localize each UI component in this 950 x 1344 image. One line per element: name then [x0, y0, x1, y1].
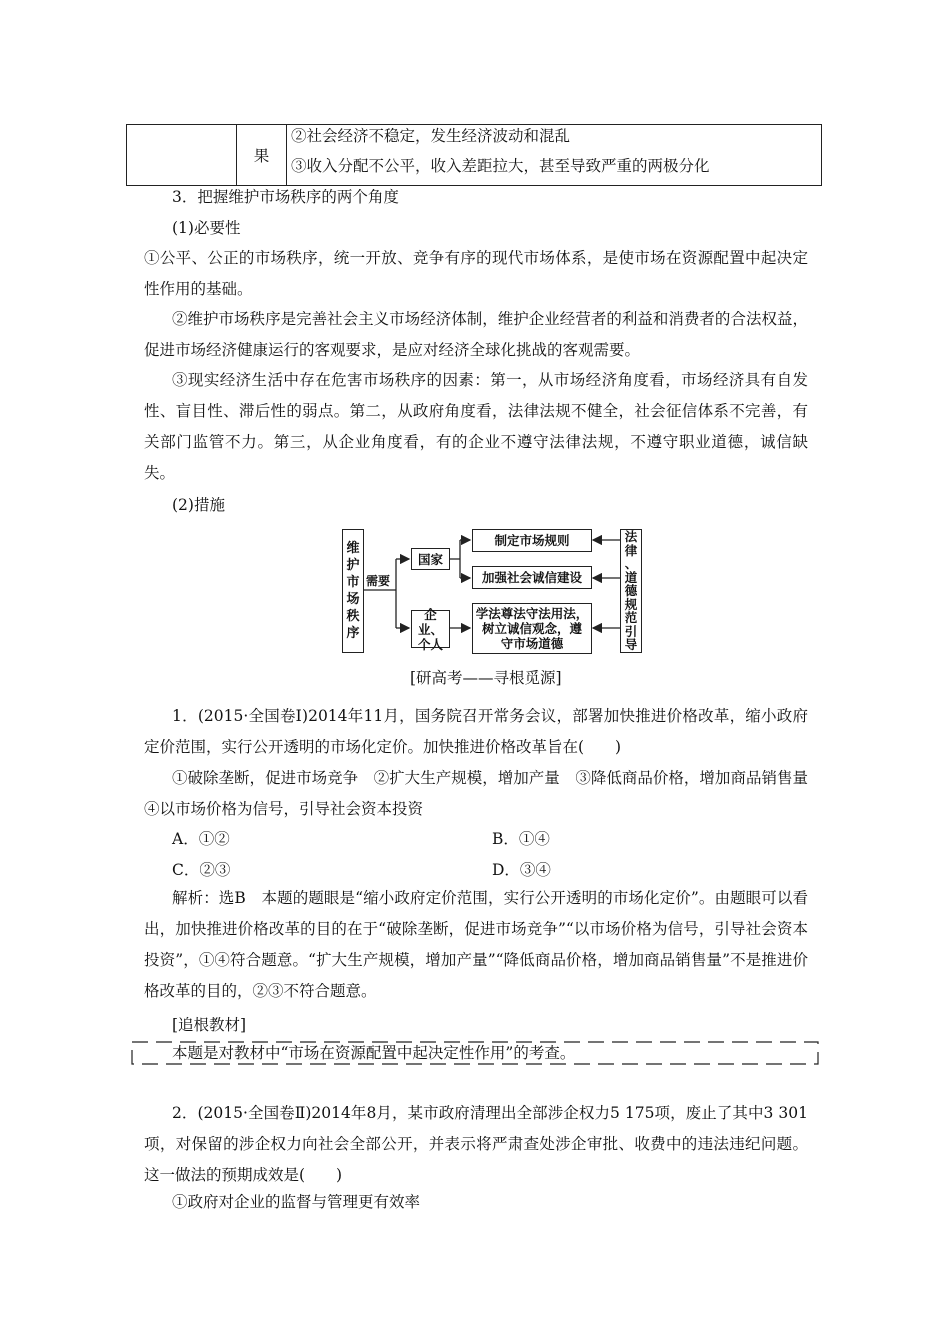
diagram-char: 序 [346, 626, 360, 641]
enterprise-label: 企业、 [417, 606, 443, 637]
table-empty-cell [127, 125, 237, 185]
subsection-title: (1)必要性 [172, 219, 241, 237]
paragraph [144, 243, 808, 305]
rule-box [472, 566, 592, 589]
paragraph-text: ①公平、公正的市场秩序，统一开放、竞争有序的现代市场体系，是使市场在资源配置中起决定性作用的基础。 [144, 249, 808, 298]
diagram-char: 律 [624, 542, 638, 558]
law-morality-guidance-box [620, 529, 642, 653]
paragraph [144, 365, 808, 489]
question-text: 1．(2015·全国卷Ⅰ)2014年11月，国务院召开常务会议，部署加快推进价格改革，缩小政府定价范围，实行公开透明的市场化定价。加快推进价格改革旨在( ) [144, 707, 808, 756]
diagram-char: 市 [346, 575, 360, 590]
subsection-title: (2)措施 [172, 496, 225, 514]
enterprise-box [411, 606, 450, 652]
diagram-char: 范 [624, 610, 638, 626]
paragraph-text: ③现实经济生活中存在危害市场秩序的因素：第一，从市场经济角度看，市场经济具有自发性、盲目性、滞后性的弱点。第二，从政府角度看，法律法规不健全，社会征信体系不完善，有关部门监管不力。第三，从企业角度看，有的企业不遵守法律法规，不遵守职业道德，诚信缺失。 [144, 371, 808, 482]
question-text: 2．(2015·全国卷Ⅱ)2014年8月，某市政府清理出全部涉企权力5 175项，废止了其中3 301项，对保留的涉企权力向社会全部公开，并表示将严肃查处涉企审批、收费中的违法违纪问题。这一做法的预期成效是( ) [144, 1104, 808, 1184]
rule-box [472, 603, 592, 654]
diagram-char: 德 [624, 583, 638, 599]
paragraph [144, 304, 808, 366]
diagram-char: 道 [624, 569, 638, 585]
choice-b: B．①④ [492, 830, 550, 848]
analysis-text: 解析：选B 本题的题眼是“缩小政府定价范围，实行公开透明的市场化定价”。由题眼可以看出，加快推进价格改革的目的在于“破除垄断，促进市场竞争”“以市场价格为信号，引导社会资本投资”，①④符合题意。“扩大生产规模，增加产量”“降低商品价格，增加商品销售量”不是推进价格改革的目的，②③不符合题意。 [144, 889, 808, 1000]
state-label: 国家 [417, 551, 443, 567]
diagram-char: 场 [346, 592, 360, 607]
table-row: ③收入分配不公平，收入差距拉大，甚至导致严重的两极分化 [291, 157, 710, 175]
table-label-cell [237, 125, 287, 185]
diagram-char: 导 [624, 637, 638, 653]
enterprise-label: 个人 [417, 636, 443, 652]
rule-label: 学法尊法守法用法， [475, 606, 589, 621]
question-stem [144, 1098, 808, 1191]
diagram-char: 、 [624, 556, 638, 572]
diagram-char: 法 [624, 529, 638, 545]
paragraph-text: ②维护市场秩序是完善社会主义市场经济体制，维护企业经营者的利益和消费者的合法权益，促进市场经济健康运行的客观要求，是应对经济全球化挑战的客观需要。 [144, 310, 808, 359]
section-title: 3．把握维护市场秩序的两个角度 [172, 188, 399, 206]
summary-table [126, 124, 822, 186]
table-label: 果 [253, 147, 270, 165]
need-label: 需要 [366, 574, 391, 588]
diagram-char: 规 [624, 596, 638, 612]
analysis [144, 883, 808, 1007]
options-text: ①破除垄断，促进市场竞争 ②扩大生产规模，增加产量 ③降低商品价格，增加商品销售量 ④以市场价格为信号，引导社会资本投资 [144, 769, 824, 818]
diagram-char: 秩 [346, 609, 360, 624]
rule-label: 守市场道德 [500, 636, 564, 651]
choice-a: A．①② [172, 830, 230, 848]
diagram-char: 引 [624, 623, 638, 639]
trace-header: [追根教材] [172, 1016, 247, 1034]
trace-text: 本题是对教材中“市场在资源配置中起决定性作用”的考查。 [172, 1044, 576, 1062]
question-stem [144, 701, 808, 763]
choice-c: C．②③ [172, 861, 231, 879]
rule-label: 加强社会诚信建设 [481, 570, 582, 585]
table-row: ②社会经济不稳定，发生经济波动和混乱 [291, 127, 571, 145]
option-1: ①政府对企业的监督与管理更有效率 [172, 1193, 421, 1211]
diagram-char: 维 [346, 541, 360, 556]
rule-label: 制定市场规则 [494, 533, 570, 548]
choice-d: D．③④ [492, 861, 551, 879]
state-box [411, 548, 450, 570]
research-header: [研高考——寻根觅源] [410, 669, 562, 687]
diagram-char: 护 [346, 558, 360, 573]
rule-label: 树立诚信观念，遵 [481, 621, 582, 636]
table-content-cell [287, 125, 821, 185]
maintain-market-order-box [342, 529, 364, 653]
rule-box [472, 529, 592, 552]
question-options [144, 763, 824, 825]
